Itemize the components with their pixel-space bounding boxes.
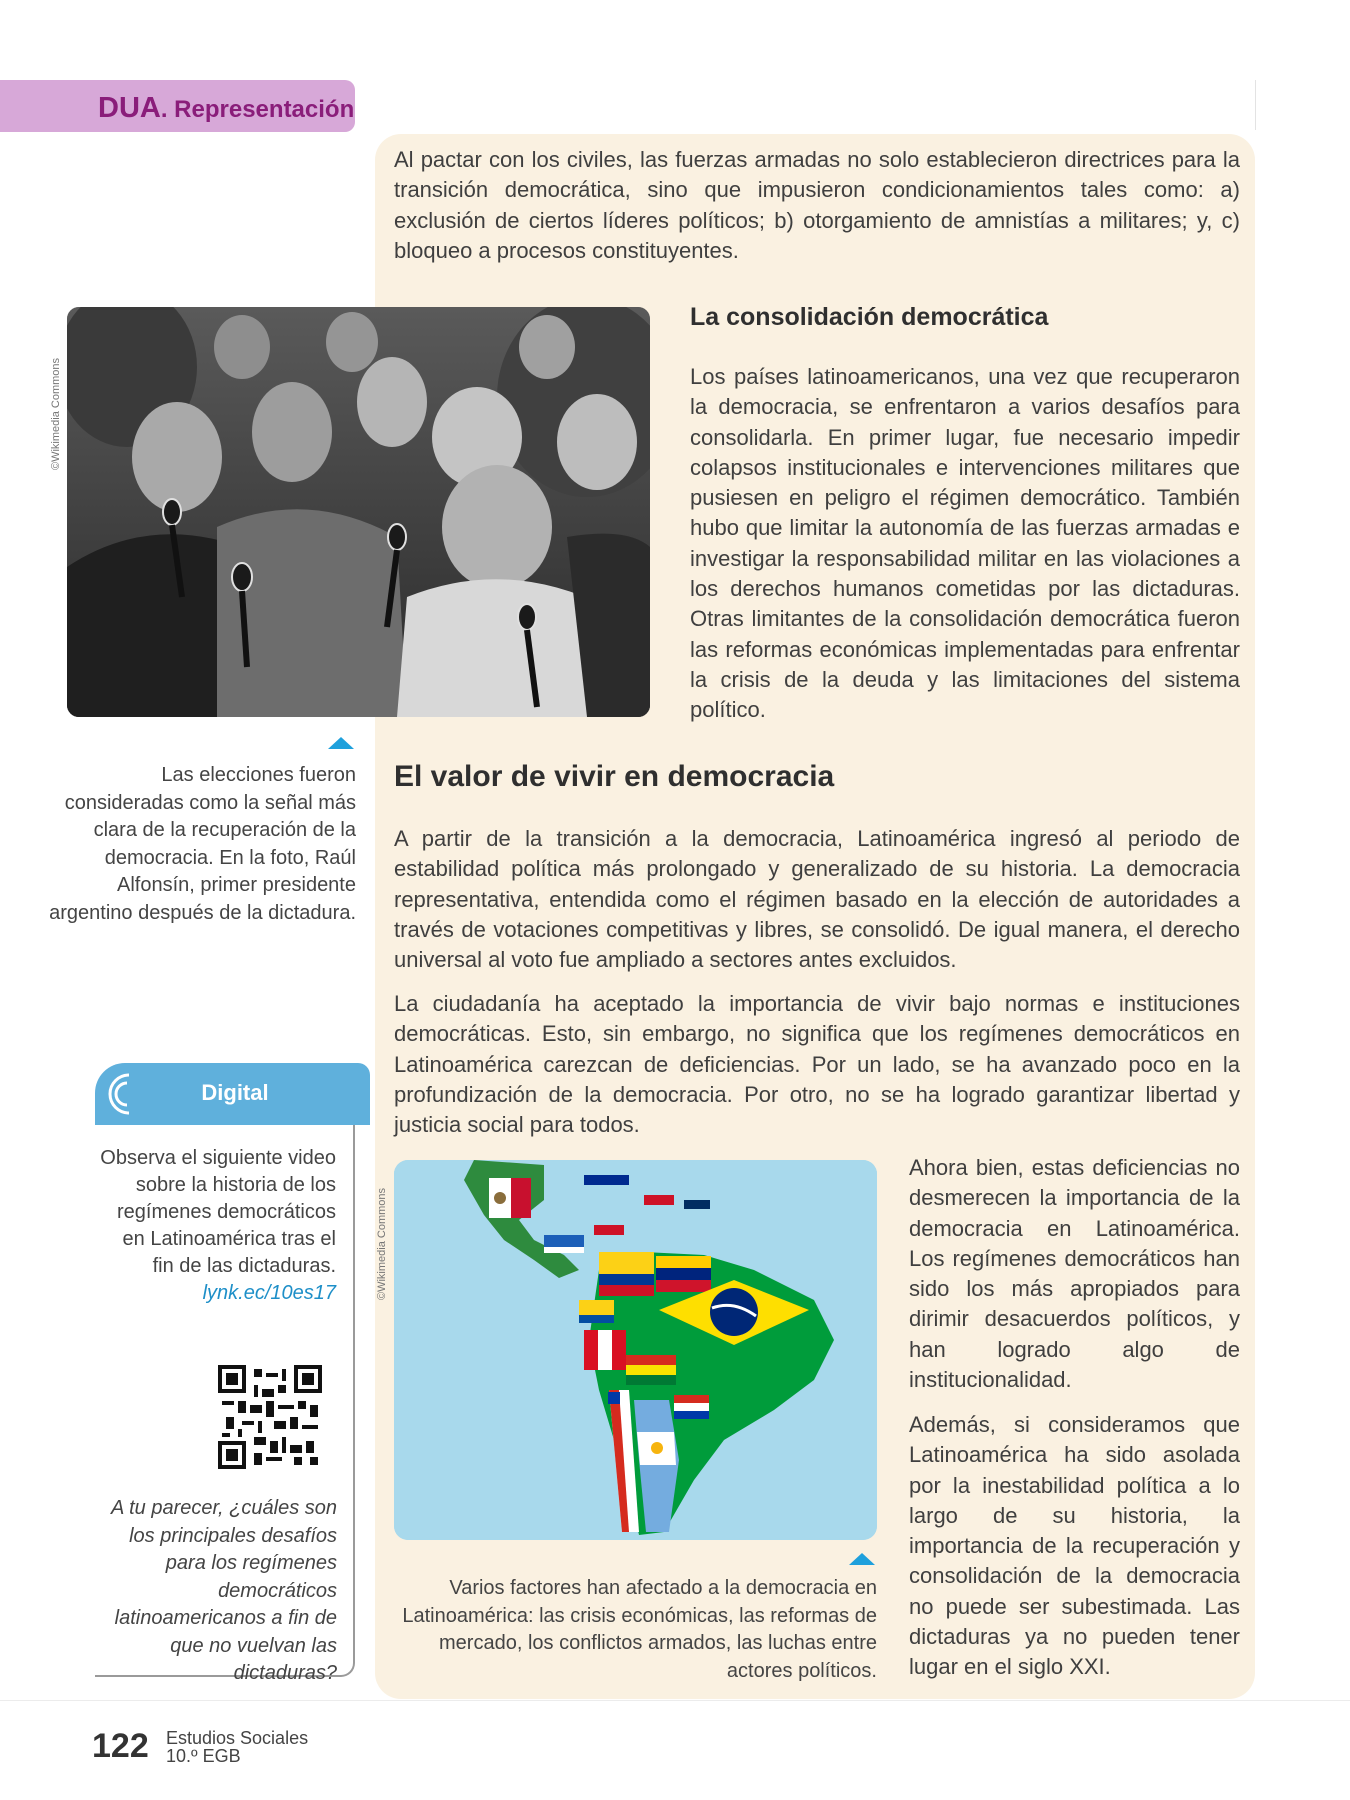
subject-label [166, 1729, 308, 1765]
consolidacion-text: Los países latinoamericanos, una vez que recuperaron la democracia, se enfrentaron a varios desafíos para consolidarla. En primer lugar, fue necesario impedir colapsos institucionales e intervenciones militares que pusiesen en peligro el régimen democrático. También hubo que limitar la autonomía de las fuerzas armadas e investigar la responsabilidad militar en las violaciones a los derechos humanos cometidas por las dictaduras. Otras limitantes de la consolidación democrática fueron las reformas económicas implementadas para enfrentar la crisis de la deuda y las limitaciones del sistema político. [690, 364, 1240, 723]
grade-name: 10.º EGB [166, 1746, 241, 1766]
valor-text-1: A partir de la transición a la democracia, Latinoamérica ingresó al periodo de estabilidad política más prolongado y generalizado de su historia. La democracia representativa, entendida como el régimen basado en la elección de autoridades a través de votaciones competitivas y libres, se consolidó. De igual manera, el derecho universal al voto fue ampliado a sectores antes excluidos. [394, 826, 1240, 973]
valor-paragraph-4 [909, 1410, 1240, 1683]
dua-suffix: . Representación [160, 96, 355, 123]
valor-text-2: La ciudadanía ha aceptado la importancia de vivir bajo normas e instituciones democráticas. Esto, sin embargo, no significa que los regímenes democráticos en Latinoamérica carezcan de deficiencias. Por un lado, se ha avanzado poco en la profundización de la democracia. Por otro, no se ha logrado garantizar libertad y justicia social para todos. [394, 991, 1240, 1138]
section-title-consolidacion: La consolidación democrática [690, 303, 1049, 331]
intro-paragraph [394, 145, 1240, 266]
digital-question-text: A tu parecer, ¿cuáles son los principales desafíos para los regímenes democráticos latinoamericanos a fin de que no vuelvan las dictaduras? [110, 1497, 337, 1684]
map-caption-text: Varios factores han afectado a la democracia en Latinoamérica: las crisis económicas, las reformas de mercado, los conflictos armados, las luchas entre actores políticos. [402, 1577, 877, 1682]
consolidacion-paragraph [690, 362, 1240, 726]
alfonsin-photo [67, 307, 650, 717]
footer-divider [0, 1700, 1350, 1701]
photo-caption [48, 762, 356, 927]
map-caption-pointer-icon [849, 1553, 875, 1565]
valor-paragraph-3 [909, 1153, 1240, 1395]
digital-link[interactable]: lynk.ec/10es17 [202, 1282, 336, 1304]
page-edge-line [1255, 80, 1256, 130]
photo-credit: ©Wikimedia Commons [50, 357, 62, 470]
intro-text: Al pactar con los civiles, las fuerzas armadas no solo establecieron directrices para la transición democrática, sino que impusieron condicionamientos tales como: a) exclusión de ciertos líderes políticos; b) otorgamiento de amnistías a militares; y, c) bloqueo a procesos constituyentes. [394, 147, 1240, 263]
dua-prefix: DUA [98, 92, 161, 124]
valor-text-4: Además, si consideramos que Latinoamérica ha sido asolada por la inestabilidad política a lo largo de su historia, la importancia de la recuperación y consolidación de la democracia no puede ser subestimada. Las dictaduras ya no pueden tener lugar en el siglo XXI. [909, 1412, 1240, 1680]
digital-description [96, 1145, 336, 1307]
dua-label [98, 92, 354, 125]
digital-question [85, 1495, 337, 1688]
flags-map-illustration [394, 1160, 877, 1540]
qr-code-graphic [218, 1365, 322, 1469]
map-caption [394, 1575, 877, 1685]
valor-paragraph-2 [394, 989, 1240, 1140]
digital-text: Observa el siguiente video sobre la historia de los regímenes democráticos en Latinoamérica tras el fin de las dictaduras. [100, 1147, 336, 1277]
page-number: 122 [92, 1727, 149, 1765]
latin-america-flags-map [394, 1160, 877, 1540]
qr-code-icon[interactable] [218, 1365, 322, 1469]
caption-pointer-icon [328, 737, 354, 749]
map-credit: ©Wikimedia Commons [376, 1187, 388, 1300]
digital-title: Digital [201, 1080, 269, 1105]
photo-caption-text: Las elecciones fueron consideradas como la señal más clara de la recuperación de la democracia. En la foto, Raúl Alfonsín, primer presidente argentino después de la dictadura. [49, 764, 356, 924]
section-title-valor: El valor de vivir en democracia [394, 760, 835, 793]
valor-text-3: Ahora bien, estas deficiencias no desmerecen la importancia de la democracia en Latinoamérica. Los regímenes democráticos han sido los más apropiados para dirimir desacuerdos políticos, y han logrado algo de institucionalidad. [909, 1155, 1240, 1393]
subject-name: Estudios Sociales [166, 1728, 309, 1748]
crowd-photo-illustration [67, 307, 650, 717]
valor-paragraph-1 [394, 824, 1240, 975]
